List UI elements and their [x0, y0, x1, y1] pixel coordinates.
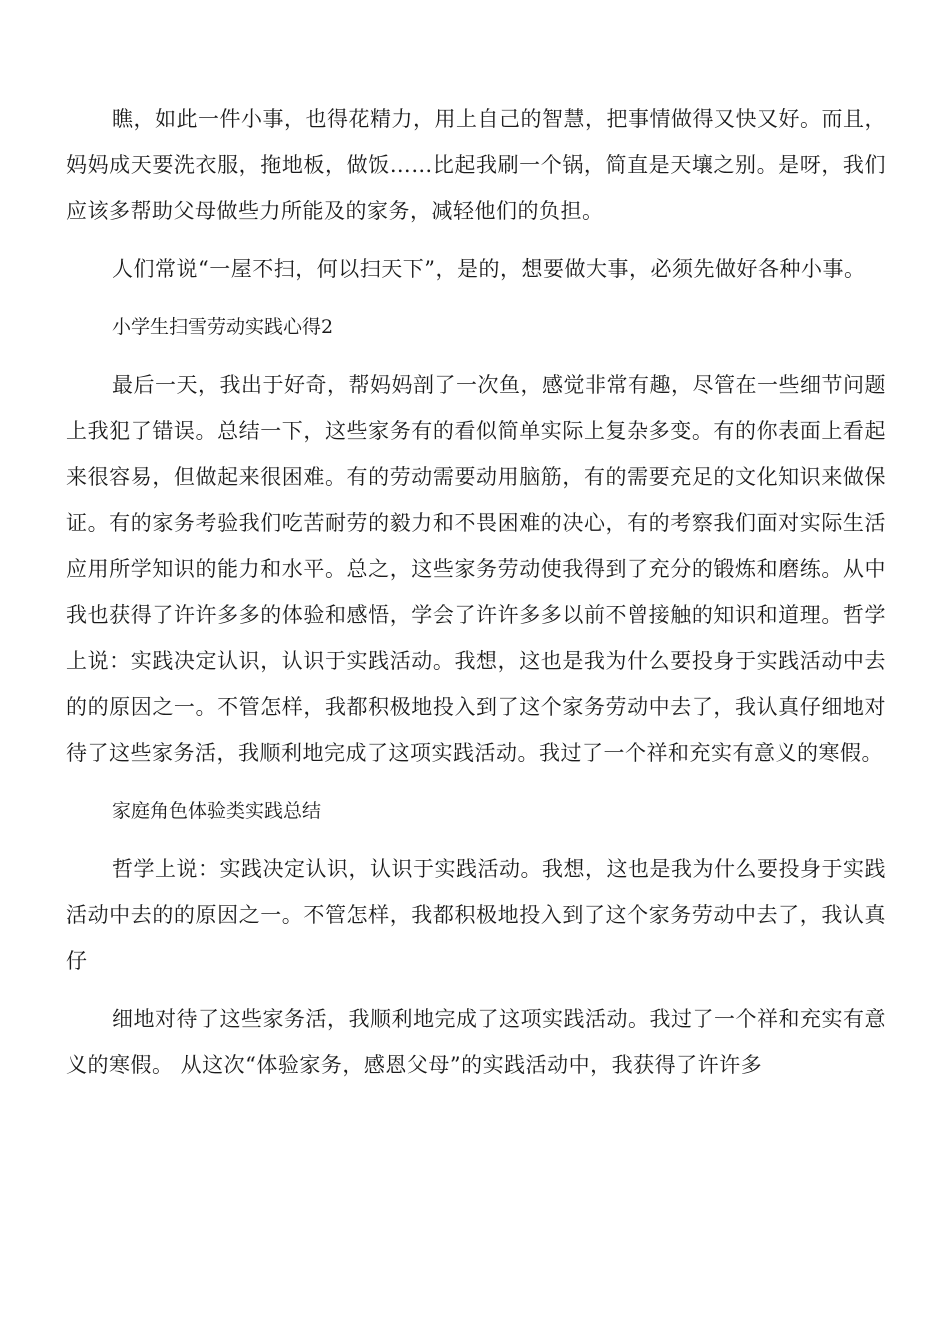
paragraph-4: 哲学上说：实践决定认识，认识于实践活动。我想，这也是我为什么要投身于实践活动中去的的原因之一。不管怎样，我都积极地投入到了这个家务劳动中去了，我认真仔	[66, 857, 886, 973]
paragraph-5: 细地对待了这些家务活，我顺利地完成了这项实践活动。我过了一个祥和充实有意义的寒假。 从这次“体验家务，感恩父母”的实践活动中，我获得了许许多	[66, 1007, 886, 1077]
paragraph-3: 最后一天，我出于好奇，帮妈妈剖了一次鱼，感觉非常有趣，尽管在一些细节问题上我犯了错误。总结一下，这些家务有的看似简单实际上复杂多变。有的你表面上看起来很容易，但做起来很困难。有的劳动需要动用脑筋，有的需要充足的文化知识来做保证。有的家务考验我们吃苦耐劳的毅力和不畏困难的决心，有的考察我们面对实际生活应用所学知识的能力和水平。总之，这些家务劳动使我得到了充分的锻炼和磨练。从中我也获得了许许多多的体验和感悟，学会了许许多多以前不曾接触的知识和道理。哲学上说：实践决定认识，认识于实践活动。我想，这也是我为什么要投身于实践活动中去的的原因之一。不管怎样，我都积极地投入到了这个家务劳动中去了，我认真仔细地对待了这些家务活，我顺利地完成了这项实践活动。我过了一个祥和充实有意义的寒假。	[66, 373, 886, 765]
paragraph-1: 瞧，如此一件小事，也得花精力，用上自己的智慧，把事情做得又快又好。而且，妈妈成天要洗衣服，拖地板，做饭……比起我刷一个锅，简直是天壤之别。是呀，我们应该多帮助父母做些力所能及的家务，减轻他们的负担。	[66, 107, 886, 223]
paragraph-2: 人们常说“一屋不扫，何以扫天下”，是的，想要做大事，必须先做好各种小事。	[112, 257, 866, 281]
document-page	[66, 96, 886, 1100]
section-heading-1: 小学生扫雪劳动实践心得2	[112, 316, 334, 338]
section-heading-2: 家庭角色体验类实践总结	[112, 800, 322, 822]
